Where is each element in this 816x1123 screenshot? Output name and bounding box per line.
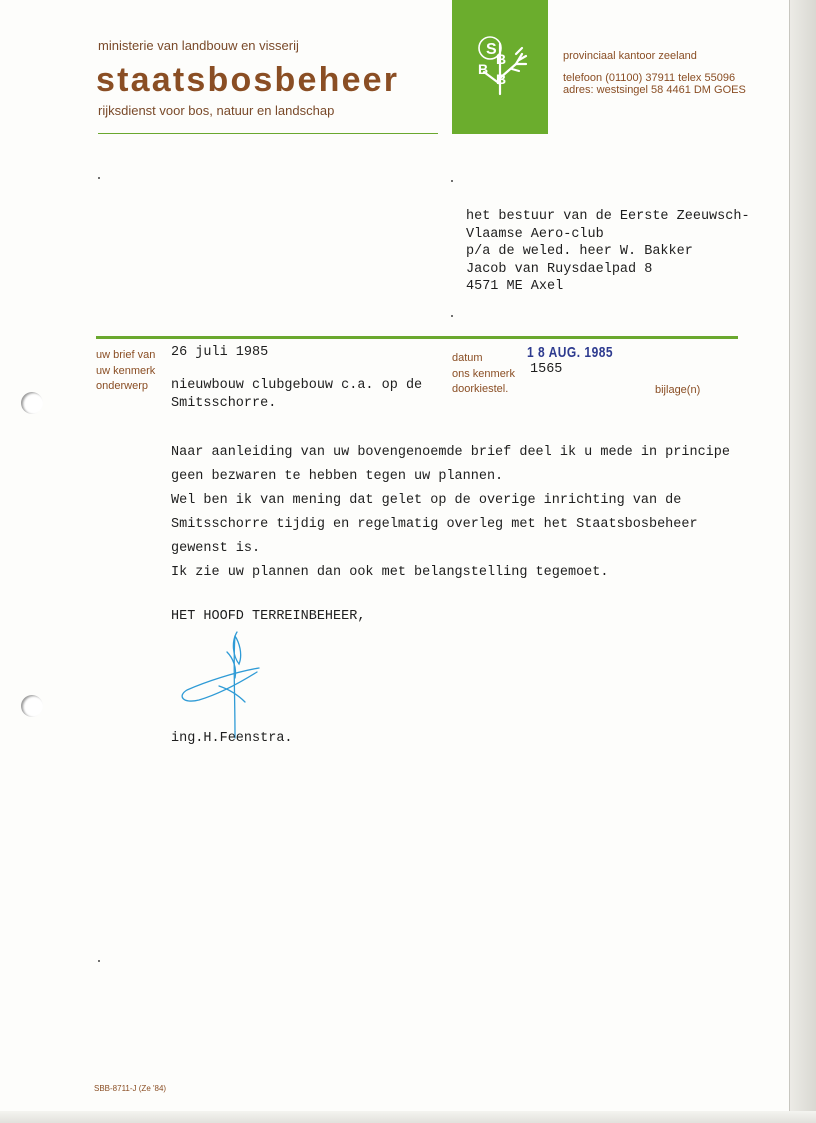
reference-rule [96,336,738,339]
subject-label: onderwerp [96,380,148,392]
sbb-tree-logo-icon [470,34,530,96]
page-bottom-edge [0,1111,816,1123]
handwritten-signature [175,630,275,740]
address-line: het bestuur van de Eerste Zeeuwsch- [466,209,750,224]
svg-text:S: S [486,41,497,58]
fold-mark [451,315,453,317]
fold-mark [98,960,100,962]
body-line: geen bezwaren te hebben tegen uw plannen. [171,469,504,484]
form-code: SBB-8711-J (Ze '84) [94,1084,167,1093]
office-address: adres: westsingel 58 4461 DM GOES [563,84,746,96]
your-letter-label: uw brief van [96,349,156,361]
body-line: Wel ben ik van mening dat gelet op de overige inrichting van de [171,493,682,508]
brand-name: staatsbosbeheer [96,61,400,99]
our-ref-label: ons kenmerk [452,368,515,380]
page-edge [790,0,816,1123]
body-line: Smitsschorre tijdig en regelmatig overleg met het Staatsbosbeheer [171,517,698,532]
date-label: datum [452,352,483,364]
header-rule [98,133,438,134]
letter-body [171,441,730,585]
address-line: p/a de weled. heer W. Bakker [466,244,693,260]
page-edge-line [789,0,790,1123]
svg-text:B: B [496,71,507,87]
subject-line-2: Smitsschorre. [171,396,277,411]
date-stamp: 1 8 AUG. 1985 [527,343,614,361]
subject-line-1: nieuwbouw clubgebouw c.a. op de [171,378,423,393]
closing-title: HET HOOFD TERREINBEHEER, [171,609,366,624]
svg-text:B: B [478,61,489,77]
brand-tagline: rijksdienst voor bos, natuur en landschap [98,103,335,118]
regional-office: provinciaal kantoor zeeland [563,50,697,62]
signer-name: ing.H.Feenstra. [171,731,293,746]
ministry-name: ministerie van landbouw en visserij [98,38,299,53]
address-line: Jacob van Ruysdaelpad 8 [466,261,653,277]
our-ref-value: 1565 [530,362,563,377]
your-letter-date: 26 juli 1985 [171,345,269,360]
punch-hole-top [21,392,43,414]
phone-telex: telefoon (01100) 37911 telex 55096 [563,72,736,84]
body-line: Naar aanleiding van uw bovengenoemde brief deel ik u mede in principe [171,445,730,460]
fold-mark [451,180,453,182]
body-line: Ik zie uw plannen dan ook met belangstelling tegemoet. [171,565,609,580]
your-ref-label: uw kenmerk [96,365,156,377]
svg-text:B: B [496,51,507,67]
punch-hole-bottom [21,695,43,717]
body-line: gewenst is. [171,541,261,556]
address-line: 4571 ME Axel [466,279,564,295]
attachments-label: bijlage(n) [655,384,701,396]
address-line: Vlaamse Aero-club [466,226,604,242]
recipient-address [466,208,750,296]
fold-mark [98,177,100,179]
logo-block [452,0,548,134]
extension-label: doorkiestel. [452,383,509,395]
